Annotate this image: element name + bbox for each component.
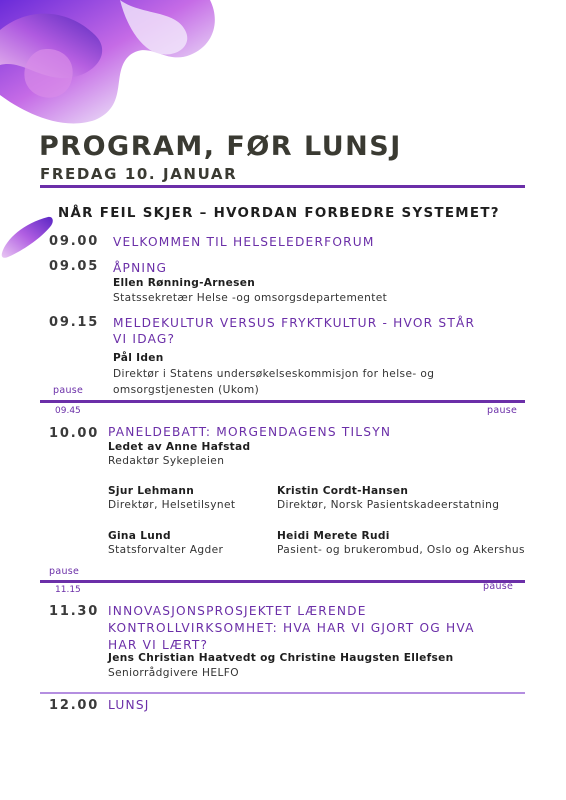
moderator-role: Redaktør Sykepleien bbox=[108, 455, 225, 467]
item-time: 12.00 bbox=[49, 698, 100, 713]
item-title: ÅPNING bbox=[113, 261, 168, 275]
pause-label: pause bbox=[487, 405, 518, 416]
panelist-role: Direktør, Norsk Pasientskadeerstatning bbox=[277, 499, 500, 511]
panelist-role: Pasient- og brukerombud, Oslo og Akershus bbox=[277, 544, 525, 556]
pause-time: 11.15 bbox=[55, 585, 81, 595]
speaker-name: Jens Christian Haatvedt og Christine Haugsten Ellefsen bbox=[108, 652, 454, 664]
item-time: 10.00 bbox=[49, 426, 100, 441]
panelist-name: Heidi Merete Rudi bbox=[277, 530, 390, 542]
speaker-role: omsorgstjenesten (Ukom) bbox=[113, 384, 260, 396]
panelist-role: Statsforvalter Agder bbox=[108, 544, 224, 556]
item-time: 11.30 bbox=[49, 604, 100, 619]
item-title-line: INNOVASJONSPROSJEKTET LÆRENDE bbox=[108, 604, 367, 618]
panelist-name: Kristin Cordt-Hansen bbox=[277, 485, 409, 497]
panelist-name: Sjur Lehmann bbox=[108, 485, 195, 497]
date-subtitle: FREDAG 10. JANUAR bbox=[40, 165, 238, 183]
item-title: VELKOMMEN TIL HELSELEDERFORUM bbox=[113, 235, 375, 249]
item-title-line: VI IDAG? bbox=[113, 332, 176, 346]
pause-time: 09.45 bbox=[55, 406, 81, 416]
divider-line bbox=[40, 185, 525, 188]
session-title: NÅR FEIL SKJER – HVORDAN FORBEDRE SYSTEMET? bbox=[58, 206, 500, 221]
pause-label: pause bbox=[49, 566, 80, 577]
decorative-3d-shape bbox=[0, 0, 230, 130]
divider-line bbox=[40, 692, 525, 694]
item-title: LUNSJ bbox=[108, 698, 150, 712]
speaker-role: Seniorrådgivere HELFO bbox=[108, 667, 239, 679]
item-title-line: MELDEKULTUR VERSUS FRYKTKULTUR - HVOR STÅR bbox=[113, 316, 476, 330]
pause-label: pause bbox=[483, 581, 514, 592]
divider-line bbox=[40, 400, 525, 403]
pause-label: pause bbox=[53, 385, 84, 396]
speaker-role: Direktør i Statens undersøkelseskommisjon for helse- og bbox=[113, 368, 435, 380]
speaker-role: Statssekretær Helse -og omsorgsdepartementet bbox=[113, 292, 388, 304]
item-time: 09.05 bbox=[49, 259, 100, 274]
item-title: PANELDEBATT: MORGENDAGENS TILSYN bbox=[108, 425, 392, 439]
speaker-name: Ellen Rønning-Arnesen bbox=[113, 277, 256, 289]
item-title-line: KONTROLLVIRKSOMHET: HVA HAR VI GJORT OG HVA bbox=[108, 621, 475, 635]
moderator-name: Ledet av Anne Hafstad bbox=[108, 441, 251, 453]
item-time: 09.15 bbox=[49, 315, 100, 330]
item-time: 09.00 bbox=[49, 234, 100, 249]
panelist-role: Direktør, Helsetilsynet bbox=[108, 499, 236, 511]
item-title-line: HAR VI LÆRT? bbox=[108, 638, 209, 652]
divider-line bbox=[40, 580, 525, 583]
speaker-name: Pål Iden bbox=[113, 352, 164, 364]
page-title: PROGRAM, FØR LUNSJ bbox=[39, 131, 402, 162]
panelist-name: Gina Lund bbox=[108, 530, 171, 542]
decorative-drop-shape bbox=[0, 213, 56, 259]
